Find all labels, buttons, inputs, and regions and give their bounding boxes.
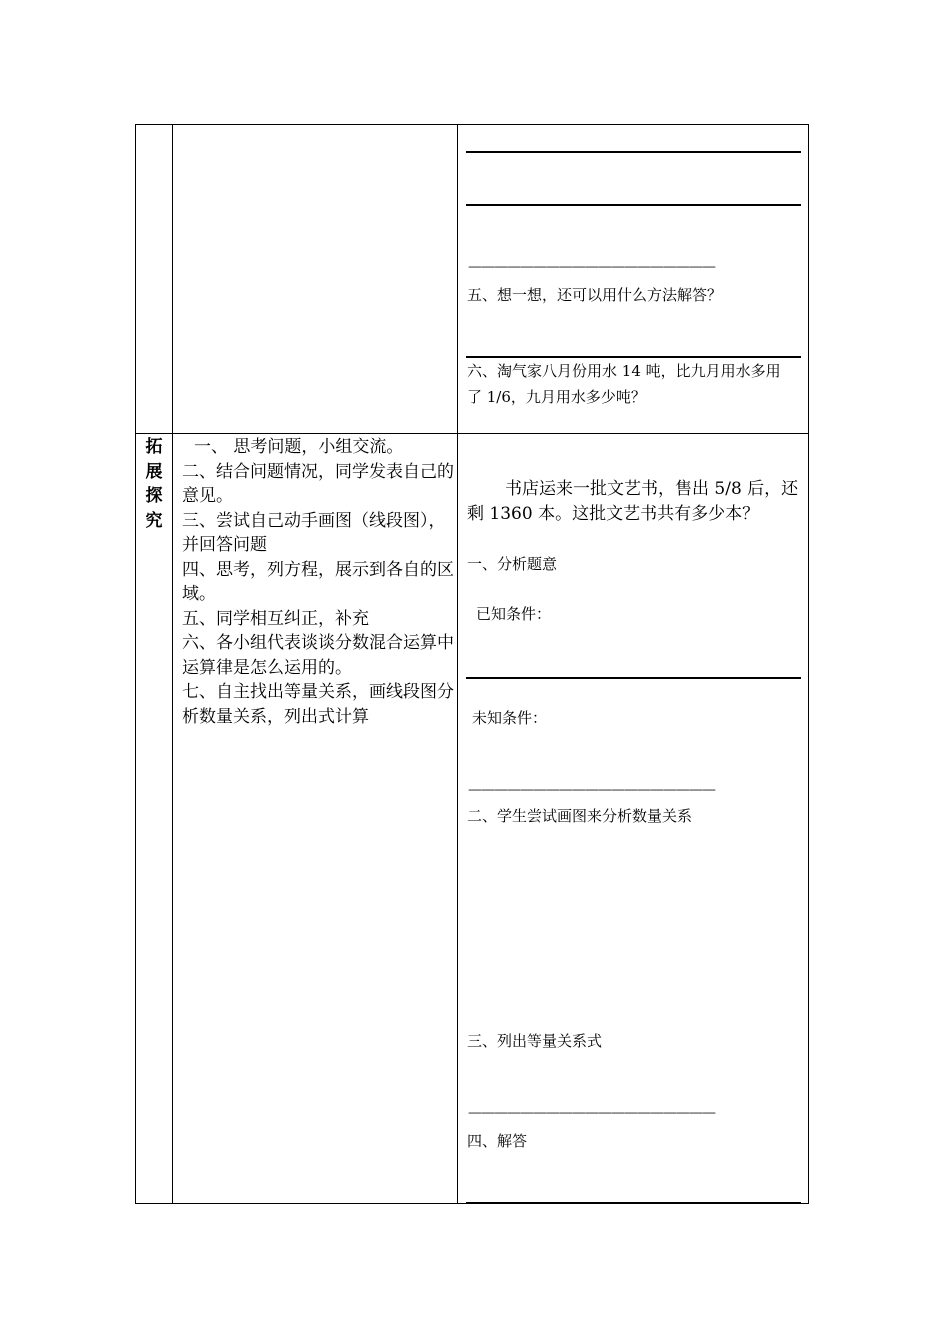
step-item: 三、尝试自己动手画图（线段图），并回答问题 (182, 510, 446, 555)
row-divider (136, 433, 808, 434)
step-item: 六、各小组代表谈谈分数混合运算中运算律是怎么运用的。 (182, 633, 454, 678)
analysis-heading: 一、分析题意 (467, 555, 558, 573)
draw-heading: 二、学生尝试画图来分析数量关系 (467, 807, 693, 825)
step-item: 四、思考，列方程，展示到各自的区域。 (182, 559, 454, 604)
dash-line: ——————————————————— (468, 782, 715, 798)
question-6-line1: 六、淘气家八月份用水 14 吨，比九月用水多用 (467, 362, 781, 380)
column-divider (457, 125, 458, 1203)
row-label-extension: 拓 展 探 究 (145, 437, 163, 531)
question-5: 五、想一想，还可以用什么方法解答？ (467, 286, 723, 304)
answer-line (466, 1202, 801, 1204)
step-item: 五、同学相互纠正，补充 (182, 608, 369, 629)
answer-line (466, 356, 801, 358)
known-conditions-label: 已知条件： (476, 605, 552, 623)
equation-heading: 三、列出等量关系式 (467, 1032, 603, 1050)
step-item: 二、结合问题情况，同学发表自己的意见。 (182, 461, 454, 506)
step-item: 七、自主找出等量关系，画线段图分析数量关系，列出式计算 (182, 682, 454, 727)
answer-line (466, 204, 801, 206)
dash-line: ——————————————————— (468, 259, 715, 275)
answer-line (466, 151, 801, 153)
question-6-line2: 了 1/6，九月用水多少吨？ (467, 388, 646, 406)
column-divider (172, 125, 173, 1203)
step-item: 一、 思考问题，小组交流。 (194, 437, 404, 457)
unknown-conditions-label: 未知条件： (472, 709, 548, 727)
dash-line: ——————————————————— (468, 1105, 715, 1121)
teaching-steps (182, 435, 454, 729)
problem-text: 书店运来一批文艺书，售出 5/8 后，还剩 1360 本。这批文艺书共有多少本？ (467, 479, 799, 524)
answer-heading: 四、解答 (467, 1132, 528, 1150)
answer-line (466, 677, 801, 679)
lesson-table (135, 124, 809, 1204)
